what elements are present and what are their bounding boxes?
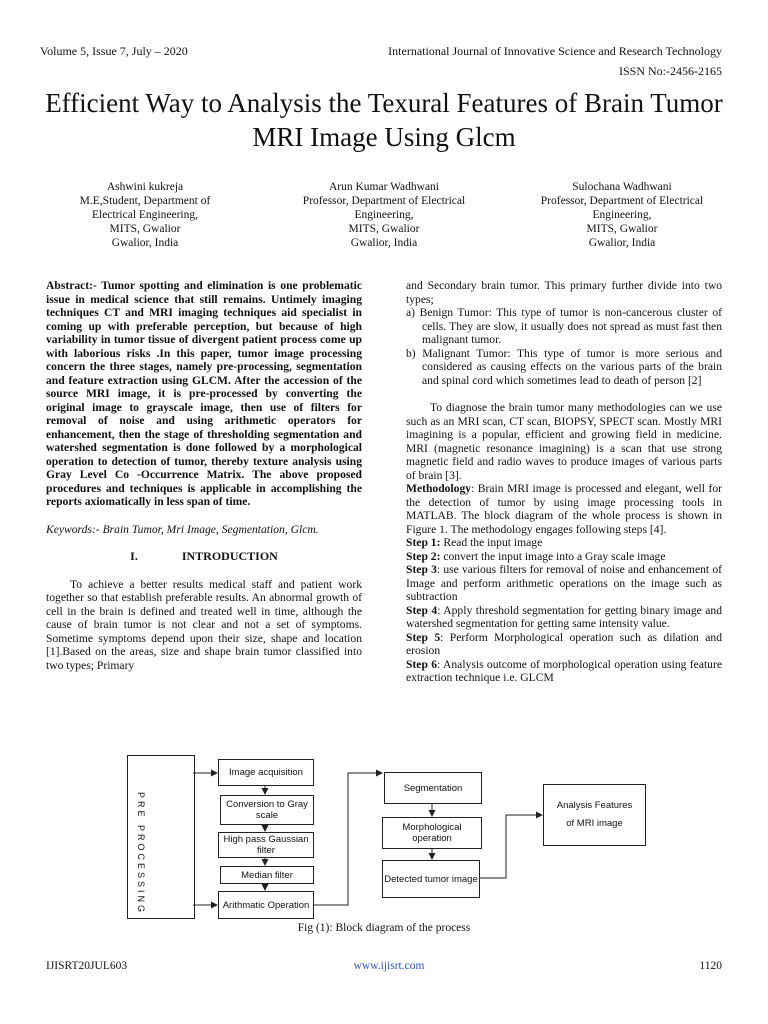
- section-number: I.: [130, 549, 138, 563]
- diagnosis-paragraph: To diagnose the brain tumor many methodologies can we use such as an MRI scan, CT scan, BIOPSY, SPECT scan. Mostly MRI imagining is a popular, efficient and growing field in medicine. MRI (magnetic resonance imagining) is a scan that use strong magnetic field and radio waves to produce images of various parts of brain [3].: [406, 401, 722, 482]
- author-role: Professor, Department of Electrical Engineering,: [540, 195, 704, 221]
- step-5: [406, 631, 722, 658]
- intro-paragraph: To achieve a better results medical staff and patient work together so that establish preferable results. An abnormal growth of cell in the brain is defined and treated well in time, although the cause of brain tumor is not clear and not a set of symptoms. Sometime symptoms depend upon their size, shape and location [1].Based on the areas, size and shape brain tumor classified into two types; Primary: [46, 577, 362, 672]
- step-text: : Perform Morphological operation such as dilation and erosion: [406, 630, 722, 657]
- author-org: MITS, Gwalior: [586, 223, 658, 235]
- author-role: M.E,Student, Department of Electrical Engineering,: [79, 195, 211, 221]
- methodology-paragraph: [406, 482, 722, 536]
- author-1: [40, 180, 250, 250]
- step-text: : Apply threshold segmentation for getting binary image and watershed segmentation for getting same intensity value.: [406, 603, 722, 630]
- author-place: Gwalior, India: [350, 237, 418, 249]
- author-3: [517, 180, 727, 250]
- list-item-malignant: b) Malignant Tumor: This type of tumor is more serious and considered as causing effects on the various parts of the brain and spinal cord which sometimes lead to death of person [2]: [406, 346, 722, 387]
- box-gray-conversion: Conversion to Gray scale: [220, 795, 314, 825]
- author-org: MITS, Gwalior: [348, 223, 420, 235]
- journal-url[interactable]: www.ijisrt.com: [353, 960, 425, 972]
- step-label: Step 2:: [406, 549, 441, 563]
- step-text: : Analysis outcome of morphological operation using feature extraction technique i.e. GLCM: [406, 657, 722, 684]
- author-name: Arun Kumar Wadhwani: [328, 181, 439, 193]
- list-item-benign: a) Benign Tumor: This type of tumor is non-cancerous cluster of cells. They are slow, it usually does not spread as must fast then malignant tumor.: [406, 306, 722, 346]
- step-1: [406, 536, 722, 550]
- methodology-text: : Brain MRI image is processed and elegant, well for the detection of tumor by using image processing tools in MATLAB. The block diagram of the whole process is shown in Figure 1. The methodology engages following steps [4].: [406, 482, 722, 536]
- issn: ISSN No:-2456-2165: [618, 64, 722, 78]
- step-label: Step 5: [406, 630, 441, 644]
- step-label: Step 3: [406, 563, 437, 576]
- box-detected-tumor: Detected tumor image: [382, 860, 480, 898]
- step-label: Step 4: [406, 603, 438, 617]
- box-analysis-features: Analysis Features of MRI image: [543, 784, 646, 846]
- figure-caption: Fig (1): Block diagram of the process: [297, 922, 471, 934]
- section-title: INTRODUCTION: [181, 549, 278, 563]
- step-6: [406, 658, 722, 685]
- keywords: Keywords:- Brain Tumor, Mri Image, Segmentation, Glcm.: [46, 522, 319, 536]
- author-2: [279, 180, 489, 250]
- author-org: MITS, Gwalior: [109, 223, 181, 235]
- box-morphological: Morphological operation: [382, 817, 482, 849]
- right-column: [406, 279, 722, 685]
- step-text: : use various filters for removal of noise and enhancement of Image and perform arithmetic operations on the image such as subtraction: [406, 563, 722, 603]
- step-label: Step 1:: [406, 536, 441, 549]
- box-arithmatic-operation: Arithmatic Operation: [218, 891, 314, 919]
- author-name: Sulochana Wadhwani: [572, 181, 672, 193]
- author-name: Ashwini kukreja: [106, 181, 184, 193]
- step-4: [406, 604, 722, 631]
- journal-name: International Journal of Innovative Science and Research Technology: [388, 44, 722, 58]
- author-place: Gwalior, India: [588, 237, 656, 249]
- arrow: [480, 815, 542, 878]
- left-column: [46, 279, 362, 672]
- preprocessing-frame: [127, 755, 195, 919]
- preprocessing-label: PRE PROCESSING: [136, 792, 146, 916]
- paper-id: IJISRT20JUL603: [46, 960, 128, 972]
- step-text: convert the input image into a Gray scale image: [440, 549, 666, 563]
- section-heading: [46, 550, 362, 564]
- volume-info: Volume 5, Issue 7, July – 2020: [40, 44, 188, 58]
- step-3: [406, 563, 722, 604]
- methodology-label: Methodology: [406, 482, 472, 495]
- box-image-acquisition: Image acquisition: [218, 759, 314, 786]
- paper-title: Efficient Way to Analysis the Texural Features of Brain Tumor MRI Image Using Glcm: [45, 88, 723, 152]
- author-place: Gwalior, India: [111, 237, 179, 249]
- box-segmentation: Segmentation: [384, 772, 482, 804]
- abstract: Abstract:- Tumor spotting and elimination is one problematic issue in medical science that still remains. Untimely imaging techniques CT and MRI imaging techniques aid specialist in coming up with preferable perception, but because of high variability in tumor tissue of divergent patient process come up with laborious risks .In this paper, tumor image processing concern the three stages, namely pre-processing, segmentation and feature extraction using GLCM. After the accession of the source MRI image, it is pre-processed by converting the original image to grayscale image, then use of filters for removal of noise and using arithmetic operators for enhancement, then the stage of thresholding segmentation and watershed segmentation is done followed by a morphological operation to detection of tumor, thereby texture analysis using Gray Level Co -Occurrence Matrix. The above proposed procedures and techniques is applicable in accomplishing the reports axiomatically in less span of time.: [46, 279, 362, 508]
- arrow: [313, 773, 382, 905]
- page-number: 1120: [699, 960, 722, 972]
- step-label: Step 6: [406, 657, 438, 671]
- author-role: Professor, Department of Electrical Engineering,: [302, 195, 466, 221]
- step-text: Read the input image: [440, 536, 543, 549]
- box-highpass-filter: High pass Gaussian filter: [218, 832, 314, 858]
- intro-continuation: and Secondary brain tumor. This primary further divide into two types;: [406, 279, 722, 306]
- box-median-filter: Median filter: [220, 866, 314, 884]
- step-2: [406, 550, 722, 564]
